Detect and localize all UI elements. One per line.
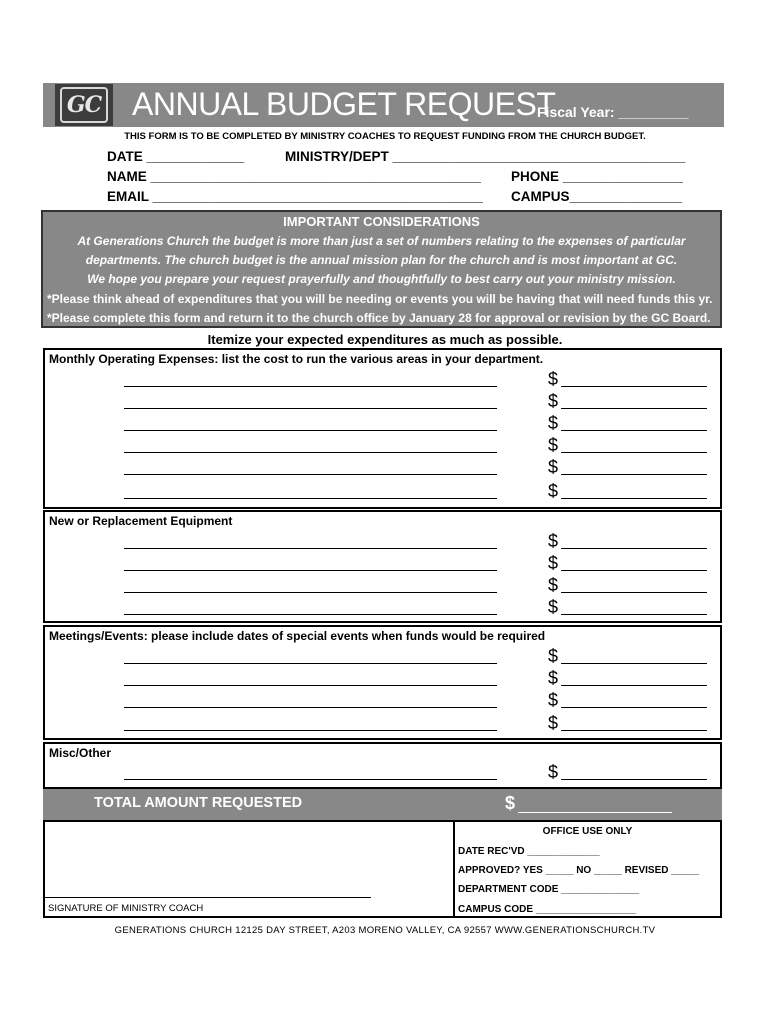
approved-field[interactable]: APPROVED? YES _____ NO _____ REVISED _____	[458, 865, 700, 876]
expense-row[interactable]	[45, 576, 720, 598]
expense-row[interactable]	[45, 370, 720, 392]
logo-text: GC	[60, 87, 108, 123]
consideration-line: We hope you prepare your request prayerfully and thoughtfully to best carry out your ministry mission.	[87, 272, 676, 286]
expense-row[interactable]	[45, 436, 720, 458]
important-considerations	[41, 210, 722, 328]
expense-row[interactable]	[45, 554, 720, 576]
office-use-title: OFFICE USE ONLY	[542, 826, 633, 837]
expense-row[interactable]	[45, 532, 720, 554]
expense-row[interactable]	[45, 482, 720, 504]
campus-code-field[interactable]: CAMPUS CODE __________________	[458, 904, 636, 915]
dollar-sign: $	[548, 575, 559, 595]
office-use-box	[453, 820, 722, 918]
meetings-events-section	[43, 625, 722, 740]
expense-row[interactable]	[45, 598, 720, 620]
dollar-sign: $	[548, 457, 559, 477]
expense-row[interactable]	[45, 691, 720, 713]
total-label: TOTAL AMOUNT REQUESTED	[94, 795, 303, 811]
dollar-sign: $	[548, 646, 559, 666]
dollar-sign: $	[548, 597, 559, 617]
dollar-sign: $	[548, 369, 559, 389]
equipment-title: New or Replacement Equipment	[49, 514, 233, 528]
email-field[interactable]: EMAIL ____________________________________________	[107, 189, 483, 204]
dollar-sign: $	[548, 713, 559, 733]
dollar-sign: $	[548, 690, 559, 710]
expense-row[interactable]	[45, 669, 720, 691]
expense-row[interactable]	[45, 458, 720, 480]
dollar-sign: $	[548, 391, 559, 411]
department-code-field[interactable]: DEPARTMENT CODE ______________	[458, 884, 640, 895]
footer-address: GENERATIONS CHURCH 12125 DAY STREET, A203 MORENO VALLEY, CA 92557 WWW.GENERATIONSCHURCH.TV	[114, 925, 656, 936]
considerations-heading: IMPORTANT CONSIDERATIONS	[283, 214, 480, 229]
total-amount-field[interactable]	[518, 812, 672, 813]
dollar-sign: $	[548, 435, 559, 455]
dollar-sign: $	[548, 553, 559, 573]
form-title: ANNUAL BUDGET REQUEST	[132, 86, 556, 122]
date-field[interactable]: DATE _____________	[107, 149, 245, 164]
name-field[interactable]: NAME ____________________________________________	[107, 169, 481, 184]
misc-other-title: Misc/Other	[49, 746, 112, 760]
signature-box	[43, 820, 455, 918]
ministry-dept-field[interactable]: MINISTRY/DEPT _______________________________________	[285, 149, 686, 164]
form-instruction: THIS FORM IS TO BE COMPLETED BY MINISTRY COACHES TO REQUEST FUNDING FROM THE CHURCH BUDGET.	[124, 131, 646, 142]
consideration-line: departments. The church budget is the annual mission plan for the church and is most important at GC.	[85, 253, 678, 267]
consideration-line: At Generations Church the budget is more than just a set of numbers relating to the expenses of particular	[77, 234, 686, 248]
consideration-line: *Please think ahead of expenditures that you will be needing or events you will be having that will need funds this yr.	[47, 292, 713, 306]
fiscal-year-field[interactable]: Fiscal Year: _________	[537, 104, 689, 120]
date-received-field[interactable]: DATE REC'VD _____________	[458, 846, 600, 857]
signature-label: SIGNATURE OF MINISTRY COACH	[48, 903, 204, 914]
phone-field[interactable]: PHONE ________________	[511, 169, 683, 184]
expense-row[interactable]	[45, 414, 720, 436]
dollar-sign: $	[548, 481, 559, 501]
itemize-instruction: Itemize your expected expenditures as much as possible.	[207, 332, 563, 347]
meetings-events-title: Meetings/Events: please include dates of special events when funds would be required	[49, 629, 546, 643]
expense-row[interactable]	[45, 763, 720, 785]
total-dollar-sign: $	[505, 793, 516, 813]
monthly-expenses-title: Monthly Operating Expenses: list the cost to run the various areas in your department.	[49, 352, 544, 366]
equipment-section	[43, 510, 722, 623]
consideration-line: *Please complete this form and return it to the church office by January 28 for approval or revision by the GC Board.	[47, 311, 711, 325]
dollar-sign: $	[548, 531, 559, 551]
expense-row[interactable]	[45, 714, 720, 736]
misc-other-section	[43, 742, 722, 789]
signature-line[interactable]	[45, 897, 371, 898]
dollar-sign: $	[548, 413, 559, 433]
expense-row[interactable]	[45, 392, 720, 414]
campus-field[interactable]: CAMPUS_______________	[511, 189, 683, 204]
monthly-expenses-section	[43, 348, 722, 509]
dollar-sign: $	[548, 762, 559, 782]
dollar-sign: $	[548, 668, 559, 688]
church-logo	[55, 84, 113, 126]
expense-row[interactable]	[45, 647, 720, 669]
